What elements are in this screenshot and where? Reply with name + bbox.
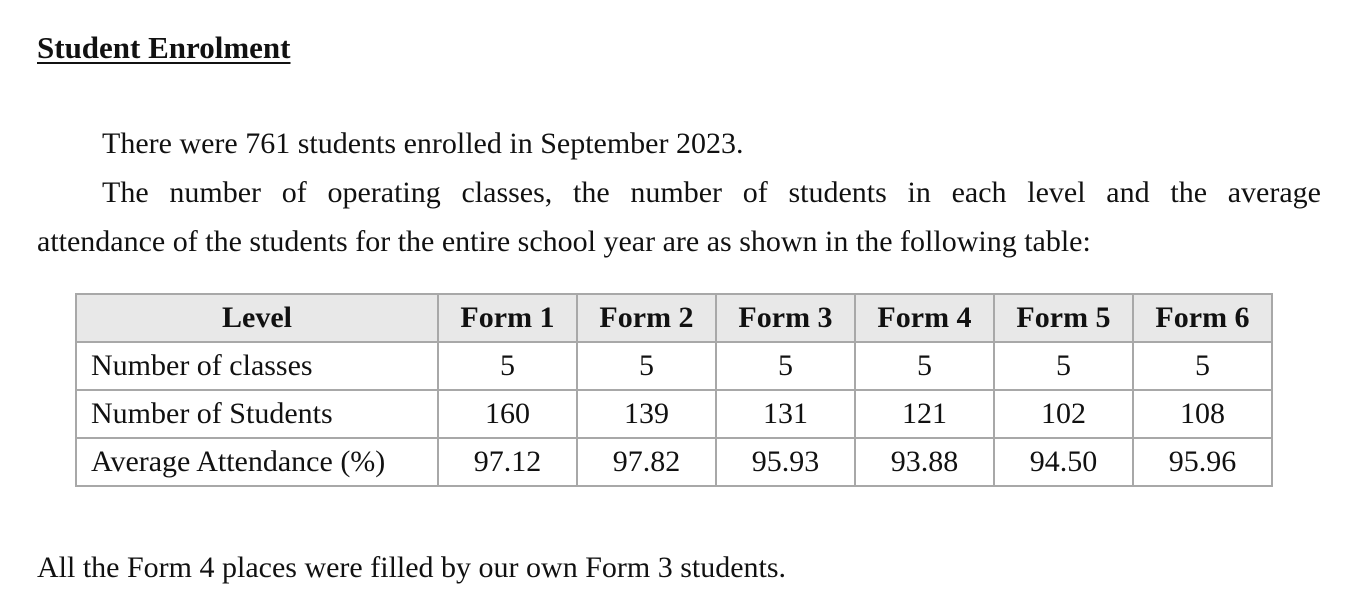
- column-header-form-2: Form 2: [577, 294, 716, 342]
- table-cell: 5: [438, 342, 577, 390]
- table-intro-line-1: The number of operating classes, the number of students in each level and the average: [102, 176, 1321, 209]
- intro-paragraph: There were 761 students enrolled in September 2023.: [102, 127, 744, 160]
- column-header-form-4: Form 4: [855, 294, 994, 342]
- table-cell: 5: [994, 342, 1133, 390]
- row-label: Average Attendance (%): [76, 438, 438, 486]
- column-header-form-3: Form 3: [716, 294, 855, 342]
- column-header-form-6: Form 6: [1133, 294, 1272, 342]
- table-row-number-of-students: [76, 390, 1272, 438]
- table-cell: 121: [855, 390, 994, 438]
- column-header-level: Level: [76, 294, 438, 342]
- column-header-form-1: Form 1: [438, 294, 577, 342]
- table-intro-line-2: attendance of the students for the entire school year are as shown in the following table:: [37, 225, 1091, 258]
- table-cell: 93.88: [855, 438, 994, 486]
- closing-paragraph: All the Form 4 places were filled by our own Form 3 students.: [37, 551, 787, 584]
- table-row-average-attendance: [76, 438, 1272, 486]
- table-cell: 5: [716, 342, 855, 390]
- table-cell: 94.50: [994, 438, 1133, 486]
- table-cell: 95.93: [716, 438, 855, 486]
- table-cell: 5: [577, 342, 716, 390]
- table-cell: 139: [577, 390, 716, 438]
- table-cell: 95.96: [1133, 438, 1272, 486]
- table-cell: 97.12: [438, 438, 577, 486]
- row-label: Number of classes: [76, 342, 438, 390]
- table-cell: 97.82: [577, 438, 716, 486]
- table-header-row: [76, 294, 1272, 342]
- table-cell: 5: [1133, 342, 1272, 390]
- table-cell: 5: [855, 342, 994, 390]
- table-row-number-of-classes: [76, 342, 1272, 390]
- row-label: Number of Students: [76, 390, 438, 438]
- enrolment-table: [75, 293, 1273, 487]
- table-cell: 102: [994, 390, 1133, 438]
- table-cell: 108: [1133, 390, 1272, 438]
- table-cell: 160: [438, 390, 577, 438]
- column-header-form-5: Form 5: [994, 294, 1133, 342]
- table-cell: 131: [716, 390, 855, 438]
- section-heading: Student Enrolment: [37, 30, 291, 65]
